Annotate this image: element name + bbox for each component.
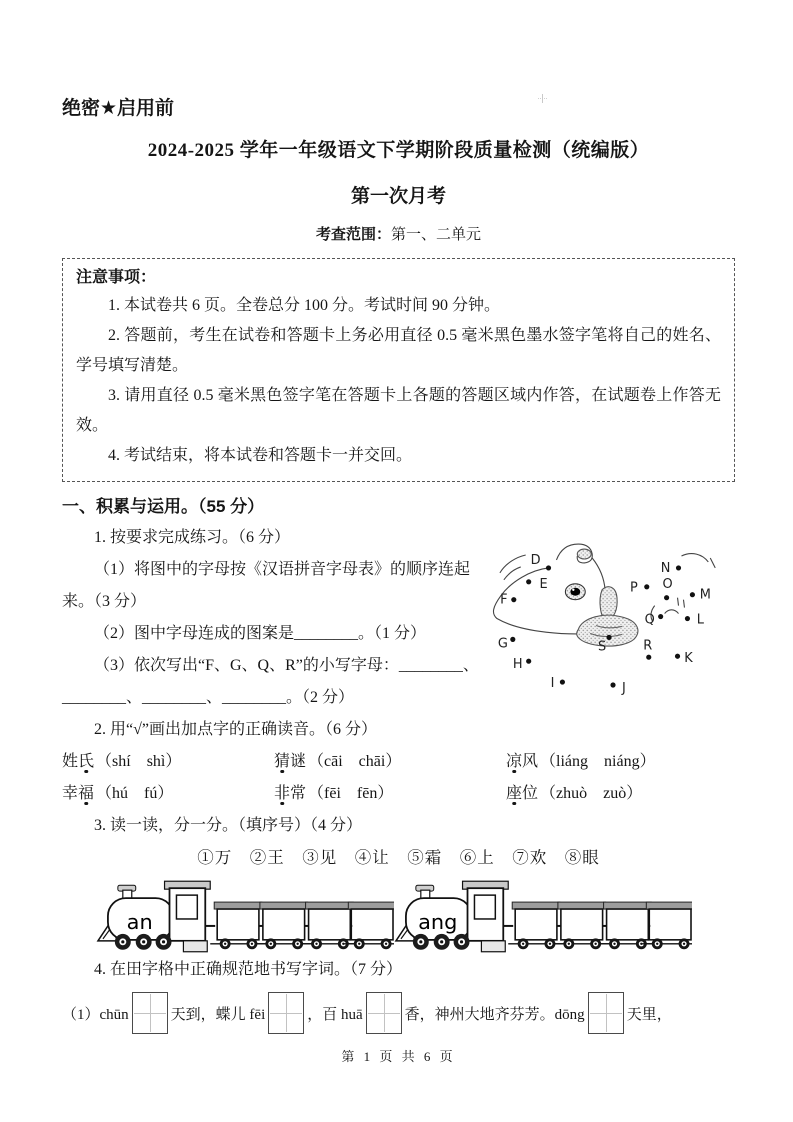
q1-sub2: （2）图中字母连成的图案是________。（1 分） (94, 625, 427, 642)
q2-item: 座位 （zhuò zuò） (506, 785, 643, 802)
q4-text-segment: ，百 huā (307, 1006, 363, 1023)
svg-text:I: I (550, 675, 555, 691)
notice-item: 1. 本试卷共 6 页。全卷总分 100 分。考试时间 90 分钟。 (108, 297, 501, 314)
q1-stem: 1. 按要求完成练习。（6 分） (94, 529, 291, 546)
svg-text:G: G (497, 636, 508, 652)
svg-text:P: P (629, 580, 638, 596)
train-ang-label: ang (418, 909, 458, 934)
notice-box (62, 258, 735, 482)
train-sorting-graphic (62, 876, 735, 954)
exam-title: 2024-2025 学年一年级语文下学期阶段质量检测（统编版） (147, 140, 650, 161)
notice-item: 4. 考试结束，将本试卷和答题卡一并交回。 (108, 447, 413, 464)
classification-banner: 绝密★启用前 (62, 98, 175, 119)
q2-stem: 2. 用“√”画出加点字的正确读音。（6 分） (94, 721, 377, 738)
svg-text:H: H (512, 657, 523, 673)
dot-to-dot-bird-illustration (487, 530, 745, 714)
q3-stem: 3. 读一读，分一分。（填序号）（4 分） (94, 817, 363, 834)
q2-item: 非常 （fēi fēn） (274, 785, 394, 802)
train-an (96, 876, 394, 954)
section-1-heading: 一、积累与运用。（55 分） (62, 497, 265, 516)
q1-sub1-line1: （1）将图中的字母按《汉语拼音字母表》的顺序连起 (94, 561, 471, 578)
svg-text:D: D (530, 552, 541, 568)
q2-word-grid (62, 746, 735, 810)
q4-writing-line (62, 988, 735, 1038)
svg-text:Q: Q (644, 612, 655, 628)
tianzige-box (268, 992, 304, 1034)
svg-text:R: R (643, 638, 653, 654)
q2-item: 姓氏 （shí shì） (62, 753, 182, 770)
svg-text:E: E (539, 576, 548, 592)
q4-text-segment: 香，神州大地齐芬芳。dōng (404, 1006, 585, 1023)
q1-sub1-line2: 来。（3 分） (62, 593, 147, 610)
question-1 (62, 522, 735, 714)
q2-item: 幸福 （hú fú） (62, 785, 174, 802)
tianzige-box (366, 992, 402, 1034)
notice-item: 3. 请用直径 0.5 毫米黑色签字笔在答题卡上各题的答题区域内作答，在试题卷上作答无效。 (76, 387, 721, 434)
svg-text:J: J (622, 680, 626, 696)
q1-sub3-line1: （3）依次写出“F、G、Q、R”的小写字母：________、 (94, 657, 479, 674)
svg-text:K: K (684, 651, 693, 667)
q2-item: 凉风 （liáng niáng） (506, 753, 656, 770)
svg-text:O: O (662, 576, 673, 592)
svg-text:N: N (660, 560, 671, 576)
svg-text:L: L (696, 612, 704, 628)
q3-options: ①万 ②王 ③见 ④让 ⑤霜 ⑥上 ⑦欢 ⑧眼 (197, 848, 600, 867)
tianzige-box (588, 992, 624, 1034)
page-number-footer: 第 1 页 共 6 页 (341, 1049, 456, 1064)
scope-value: 第一、二单元 (391, 227, 482, 243)
q4-stem: 4. 在田字格中正确规范地书写字词。（7 分） (94, 961, 403, 978)
train-an-label: an (126, 909, 153, 934)
notice-heading: 注意事项： (76, 269, 157, 286)
q4-text-segment: 天里， (626, 1006, 672, 1023)
svg-text:F: F (500, 592, 508, 608)
train-ang (394, 876, 692, 954)
q1-sub3-line2: ________、________、________。（2 分） (62, 689, 355, 706)
tianzige-box (132, 992, 168, 1034)
question-2 (62, 714, 735, 810)
notice-item: 2. 答题前，考生在试卷和答题卡上务必用直径 0.5 毫米黑色墨水签字笔将自己的姓名、学号填写清楚。 (76, 327, 721, 374)
bird-sketch-shapes (493, 544, 715, 646)
svg-text:S: S (598, 639, 607, 655)
scope-label: 考查范围： (315, 227, 391, 243)
question-4 (62, 954, 735, 1038)
exam-subtitle: 第一次月考 (350, 186, 446, 207)
letter-dot-puzzle-figure (487, 530, 745, 714)
q4-text-segment: 天到，蝶儿 fēi (170, 1006, 266, 1023)
q4-text-segment: （1）chūn (62, 1006, 129, 1023)
q2-item: 猜谜 （cāi chāi） (274, 753, 402, 770)
svg-text:M: M (699, 587, 711, 603)
scan-smudge (538, 94, 547, 103)
question-3 (62, 810, 735, 954)
exam-scope (62, 224, 735, 246)
